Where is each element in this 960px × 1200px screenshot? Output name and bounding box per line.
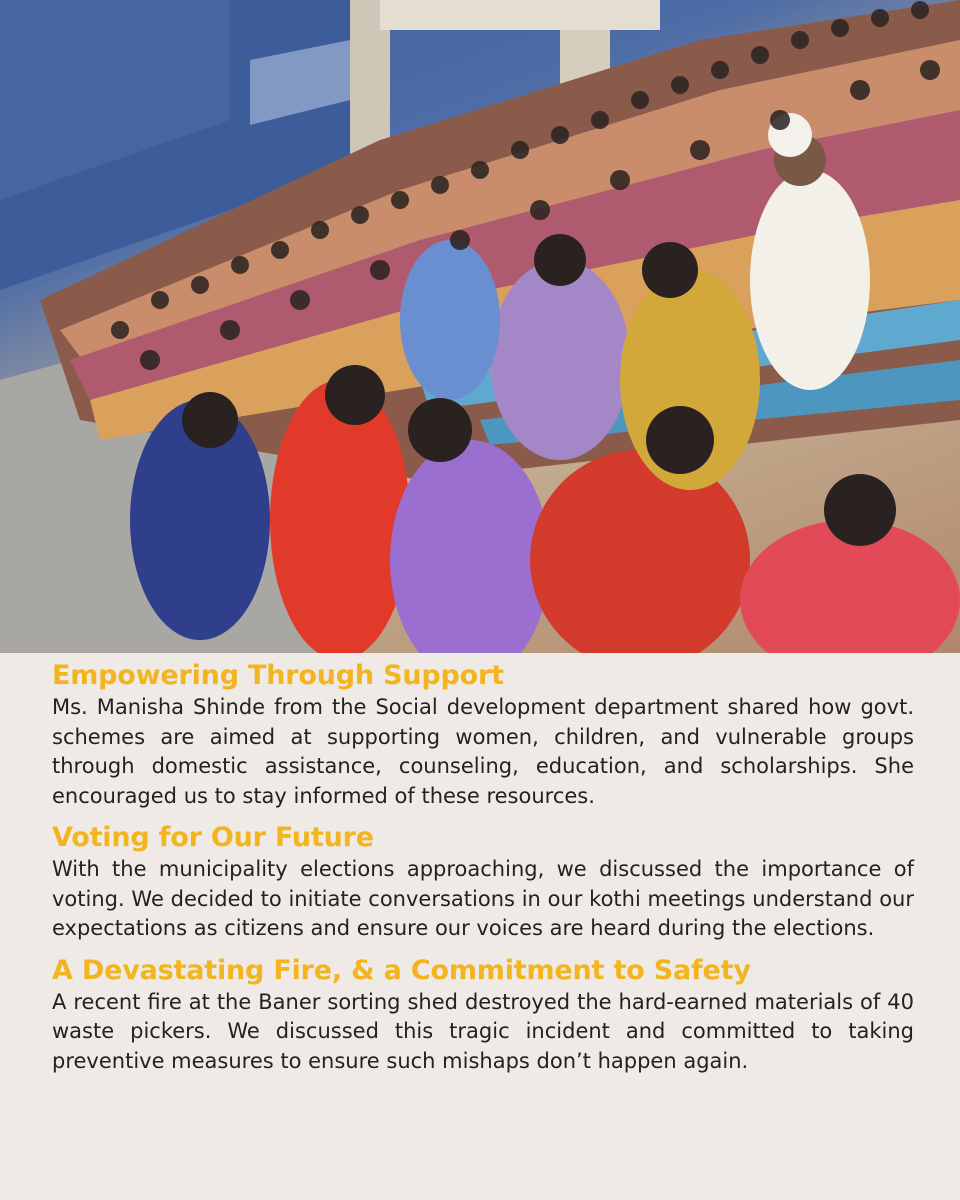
section-body: Ms. Manisha Shinde from the Social development department shared how govt. schemes are aimed at supporting women, children, and vulnerable groups through domestic assistance, counseling, education, and scholarships. She encouraged us to stay informed of these resources. <box>52 695 914 808</box>
section-empowering <box>52 659 914 811</box>
section-heading: Empowering Through Support <box>52 660 504 691</box>
section-body: With the municipality elections approaching, we discussed the importance of voting. We decided to initiate conversations in our kothi meetings understand our expectations as citizens and ensure our voices are heard during the elections. <box>52 857 914 940</box>
section-fire-safety <box>52 954 914 1077</box>
section-body: A recent fire at the Baner sorting shed destroyed the hard-earned materials of 40 waste pickers. We discussed this tragic incident and committed to taking preventive measures to ensure such mishaps don’t happen again. <box>52 989 914 1073</box>
article-content <box>52 659 914 1086</box>
section-heading: A Devastating Fire, & a Commitment to Safety <box>52 954 751 986</box>
section-voting <box>52 821 914 944</box>
section-heading: Voting for Our Future <box>52 822 374 853</box>
